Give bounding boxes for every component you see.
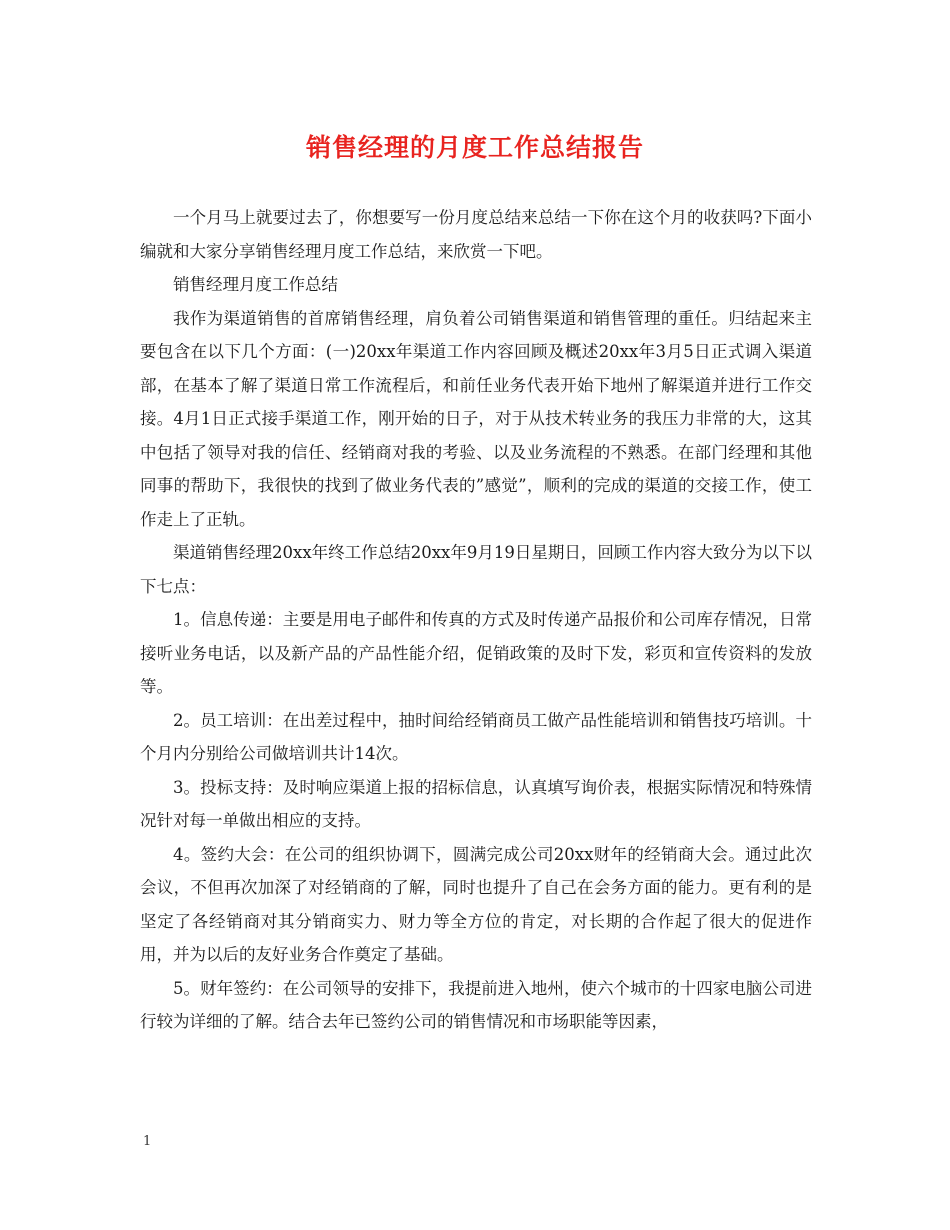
paragraph-item-5: 5。财年签约：在公司领导的安排下，我提前进入地州，使六个城市的十四家电脑公司进行较为详细的了解。结合去年已签约公司的销售情况和市场职能等因素， <box>140 978 812 1031</box>
document-title: 销售经理的月度工作总结报告 <box>305 133 644 162</box>
paragraph-summary-intro: 渠道销售经理20xx年终工作总结20xx年9月19日星期日，回顾工作内容大致分为以下以下七点： <box>140 543 812 596</box>
paragraph-subheading: 销售经理月度工作总结 <box>173 275 338 294</box>
paragraph-item-1: 1。信息传递：主要是用电子邮件和传真的方式及时传递产品报价和公司库存情况，日常接听业务电话，以及新产品的产品性能介绍，促销政策的及时下发，彩页和宣传资料的发放等。 <box>140 610 812 696</box>
paragraph-overview: 我作为渠道销售的首席销售经理，肩负着公司销售渠道和销售管理的重任。归结起来主要包含在以下几个方面：(一)20xx年渠道工作内容回顾及概述20xx年3月5日正式调入渠道部，在基本了解了渠道日常工作流程后，和前任业务代表开始下地州了解渠道并进行工作交接。4月1日正式接手渠道工作，刚开始的日子，对于从技术转业务的我压力非常的大，这其中包括了领导对我的信任、经销商对我的考验、以及业务流程的不熟悉。在部门经理和其他同事的帮助下，我很快的找到了做业务代表的”感觉”，顺利的完成的渠道的交接工作，使工作走上了正轨。 <box>140 308 812 529</box>
paragraph-item-3: 3。投标支持：及时响应渠道上报的招标信息，认真填写询价表，根据实际情况和特殊情况针对每一单做出相应的支持。 <box>140 777 812 830</box>
document-body <box>140 201 812 1039</box>
paragraph-item-2: 2。员工培训：在出差过程中，抽时间给经销商员工做产品性能培训和销售技巧培训。十个月内分别给公司做培训共计14次。 <box>140 710 812 763</box>
paragraph-intro: 一个月马上就要过去了，你想要写一份月度总结来总结一下你在这个月的收获吗?下面小编就和大家分享销售经理月度工作总结，来欣赏一下吧。 <box>140 208 812 261</box>
paragraph-item-4: 4。签约大会：在公司的组织协调下，圆满完成公司20xx财年的经销商大会。通过此次会议，不但再次加深了对经销商的了解，同时也提升了自己在会务方面的能力。更有利的是坚定了各经销商对其分销商实力、财力等全方位的肯定，对长期的合作起了很大的促进作用，并为以后的友好业务合作奠定了基础。 <box>140 844 812 964</box>
page-number: 1 <box>143 1134 152 1149</box>
